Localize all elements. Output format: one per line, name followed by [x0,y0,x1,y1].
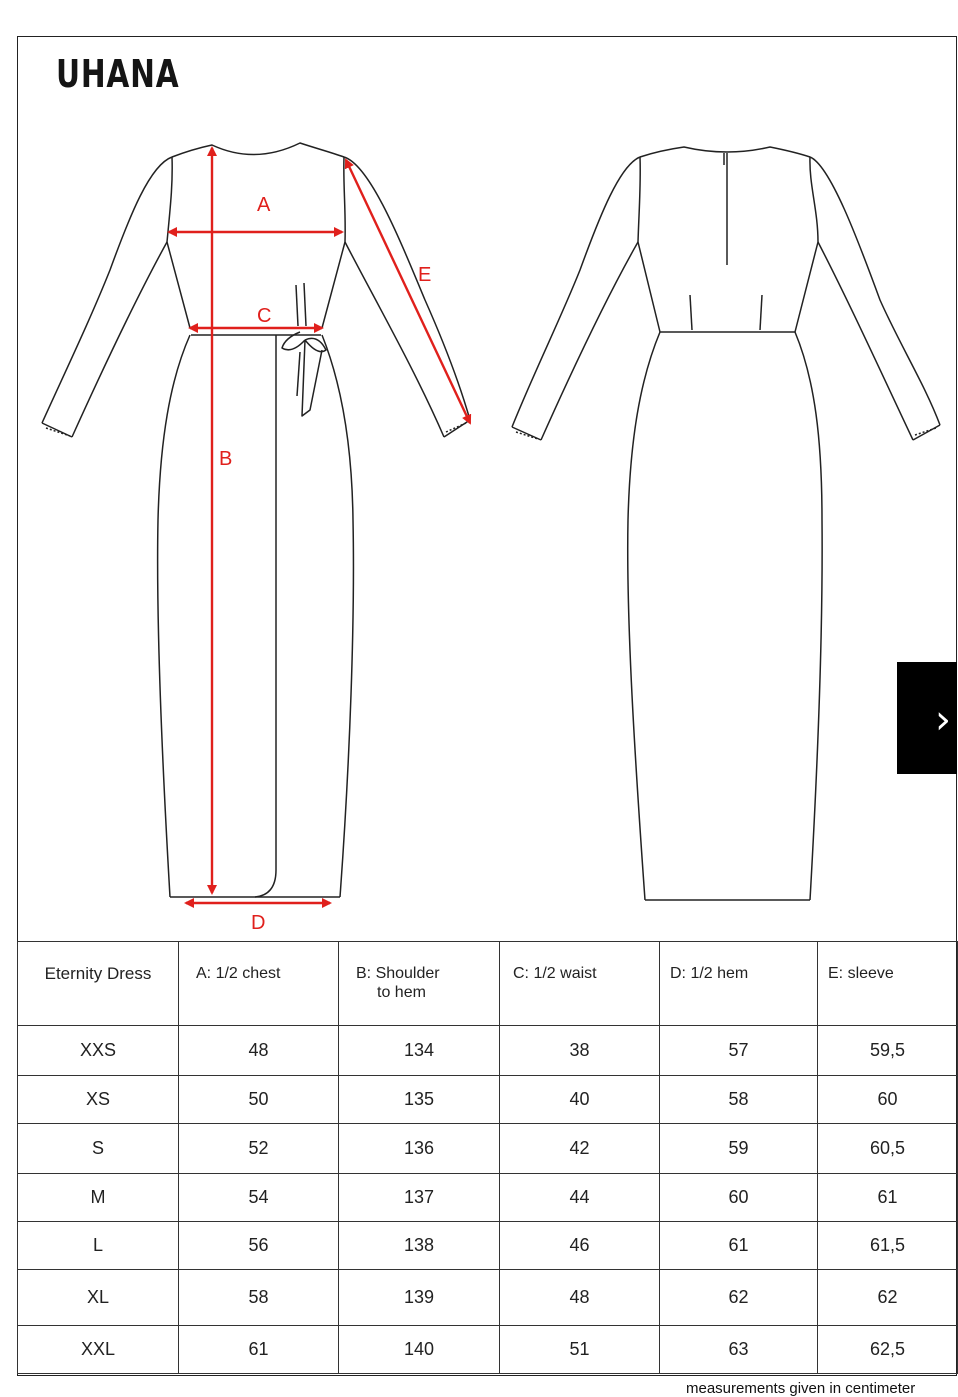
cell-shoulder-to-hem: 137 [339,1174,500,1222]
header-sleeve: E: sleeve [818,942,958,1026]
cell-sleeve: 62 [818,1270,958,1326]
cell-shoulder-to-hem: 140 [339,1326,500,1374]
cell-shoulder-to-hem: 138 [339,1222,500,1270]
cell-waist: 40 [500,1076,660,1124]
table-row [18,1222,958,1270]
cell-hem: 62 [660,1270,818,1326]
header-shoulder-line1: B: Shoulder [356,965,440,982]
cell-size: XS [18,1076,179,1124]
measure-label-a: A [257,194,271,216]
cell-shoulder-to-hem: 135 [339,1076,500,1124]
front-dress-drawing [42,143,470,897]
cell-chest: 54 [179,1174,339,1222]
cell-waist: 51 [500,1326,660,1374]
table-row [18,1124,958,1174]
measure-label-b: B [219,448,233,470]
cell-sleeve: 59,5 [818,1026,958,1076]
table-row [18,1270,958,1326]
cell-hem: 61 [660,1222,818,1270]
cell-sleeve: 61,5 [818,1222,958,1270]
size-table [17,941,958,1374]
cell-waist: 48 [500,1270,660,1326]
header-shoulder-to-hem [339,942,500,1026]
table-row [18,1174,958,1222]
cell-hem: 57 [660,1026,818,1076]
cell-sleeve: 60,5 [818,1124,958,1174]
table-row [18,1026,958,1076]
table-header-row [18,942,958,1026]
brand-logo: UHANA [56,52,180,96]
next-slide-button[interactable] [897,662,957,774]
cell-chest: 48 [179,1026,339,1076]
cell-size: XXS [18,1026,179,1076]
cell-size: XL [18,1270,179,1326]
header-hem: D: 1/2 hem [660,942,818,1026]
header-style-name: Eternity Dress [18,942,179,1026]
cell-size: M [18,1174,179,1222]
cell-sleeve: 60 [818,1076,958,1124]
cell-shoulder-to-hem: 136 [339,1124,500,1174]
cell-hem: 59 [660,1124,818,1174]
cell-waist: 42 [500,1124,660,1174]
cell-waist: 38 [500,1026,660,1076]
cell-chest: 50 [179,1076,339,1124]
measurement-arrows [169,148,470,903]
header-chest: A: 1/2 chest [179,942,339,1026]
header-shoulder-line2: to hem [377,984,426,1001]
cell-chest: 61 [179,1326,339,1374]
measure-label-c: C [257,305,272,327]
measure-label-d: D [251,912,266,934]
cell-hem: 63 [660,1326,818,1374]
table-row [18,1076,958,1124]
cell-chest: 52 [179,1124,339,1174]
cell-hem: 60 [660,1174,818,1222]
cell-shoulder-to-hem: 139 [339,1270,500,1326]
cell-size: L [18,1222,179,1270]
cell-sleeve: 61 [818,1174,958,1222]
chevron-right-icon: › [935,697,951,743]
back-dress-drawing [512,147,940,900]
cell-shoulder-to-hem: 134 [339,1026,500,1076]
measure-label-e: E [418,264,432,286]
measurement-unit-note: measurements given in centimeter [686,1380,916,1397]
cell-hem: 58 [660,1076,818,1124]
cell-size: XXL [18,1326,179,1374]
header-waist: C: 1/2 waist [500,942,660,1026]
cell-waist: 46 [500,1222,660,1270]
table-row [18,1326,958,1374]
cell-sleeve: 62,5 [818,1326,958,1374]
cell-chest: 58 [179,1270,339,1326]
cell-chest: 56 [179,1222,339,1270]
cell-waist: 44 [500,1174,660,1222]
cell-size: S [18,1124,179,1174]
